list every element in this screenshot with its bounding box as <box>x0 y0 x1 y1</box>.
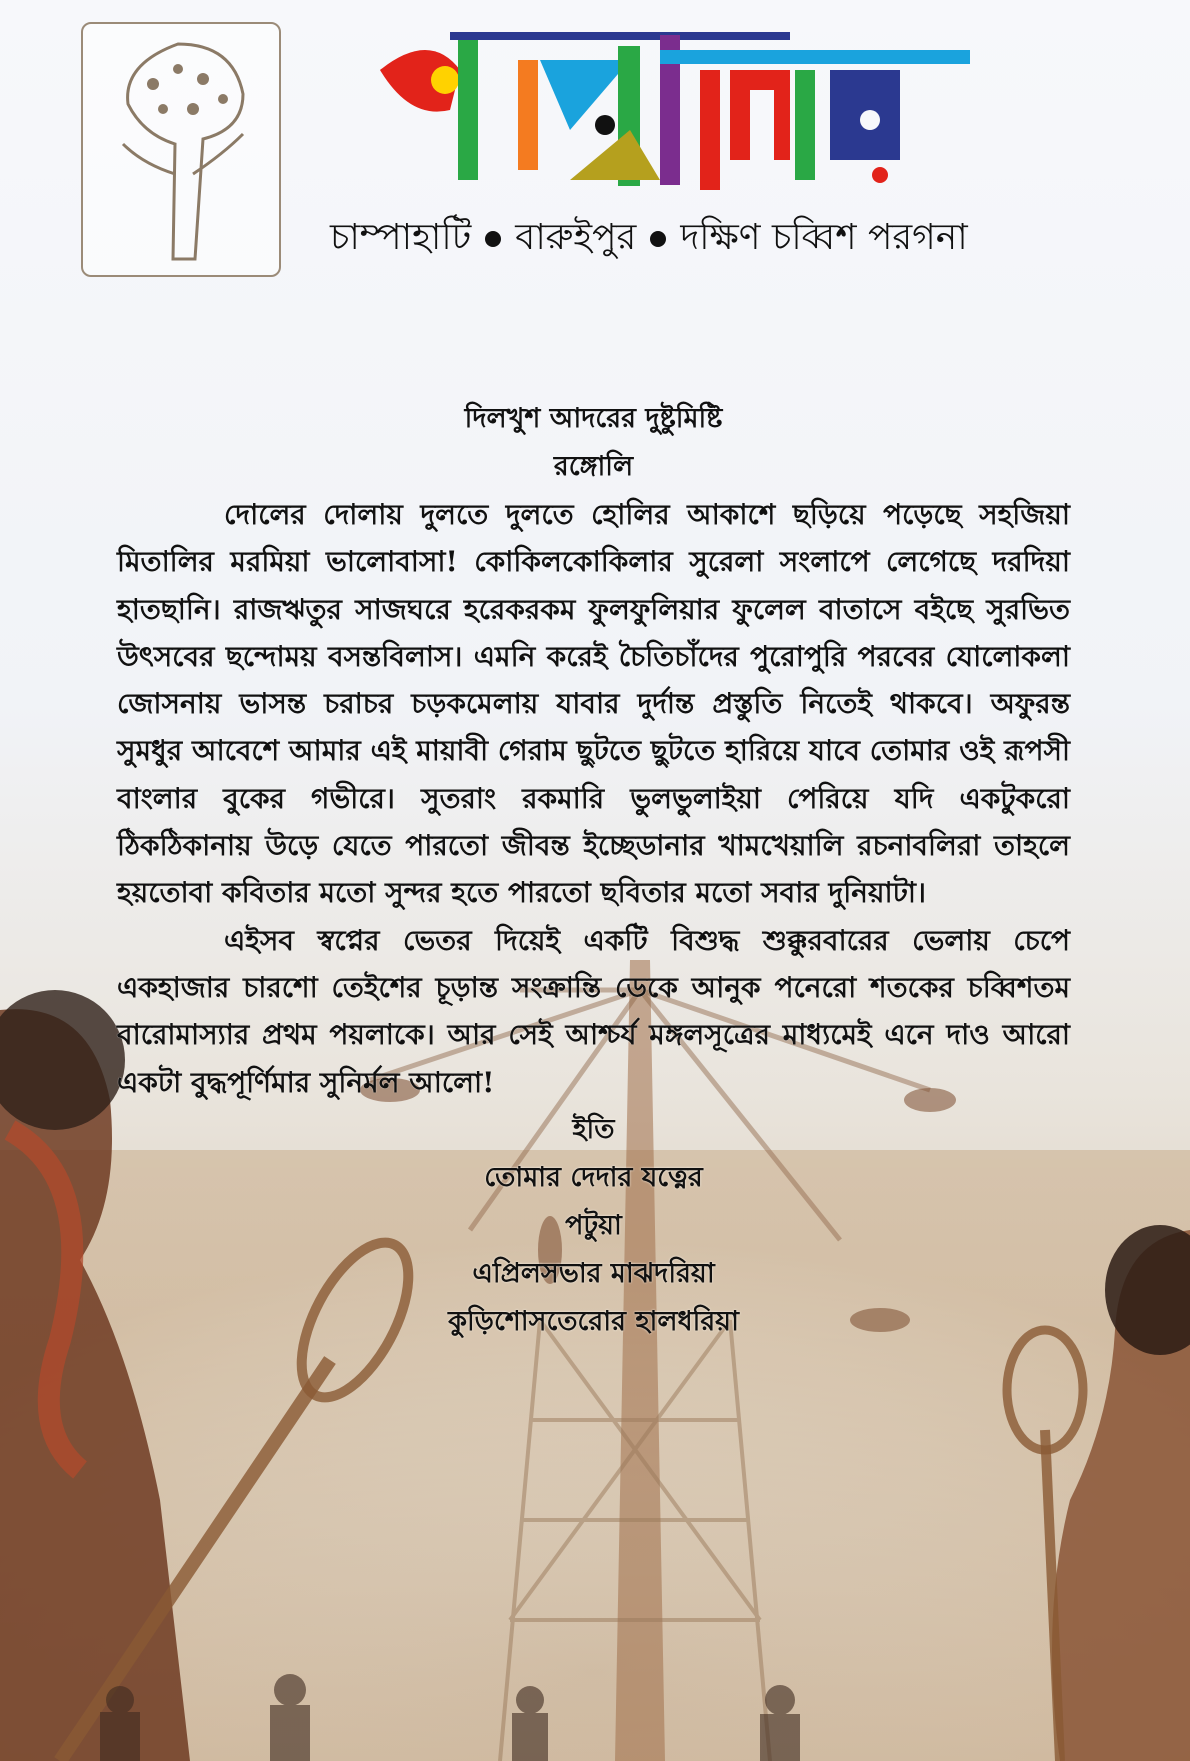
letter-signoff-line-4: কুড়িশোসতেরোর হালধরিয়া <box>448 1305 739 1337</box>
masthead-wordmark-icon <box>370 10 980 200</box>
letter-greeting: দিলখুশ আদরের দুষ্টুমিষ্টি <box>464 403 723 434</box>
bullet-separator <box>485 231 501 247</box>
tree-logo <box>81 22 281 277</box>
letter-signoff-line-1: তোমার দেদার যত্নের <box>484 1161 703 1193</box>
location-baruipur: বারুইপুর <box>515 217 637 258</box>
letter-paragraph-2: এইসব স্বপ্নের ভেতর দিয়েই একটি বিশুদ্ধ শুক্কুরবারের ভেলায় চেপে একহাজার চারশো তেইশের চূড়ান্ত সংক্রান্তি ডেকে আনুক পনেরো শতকের চব্বিশতম বারোমাস্যার প্রথম পয়লাকে। আর সেই আশ্চর্য মঙ্গলসূত্রের মাধ্যমেই এনে দাও আরো একটা বুদ্ধপূর্ণিমার সুনির্মল আলো! <box>117 923 1070 1099</box>
tree-logo-icon <box>83 24 283 279</box>
location-champahati: চাম্পাহাটি <box>330 217 472 258</box>
letter-signoff-line-2: পটুয়া <box>565 1209 622 1241</box>
masthead-logo <box>370 10 980 200</box>
letter-paragraph-1: দোলের দোলায় দুলতে দুলতে হোলির আকাশে ছড়িয়ে পড়েছে সহজিয়া মিতালির মরমিয়া ভালোবাসা! কোকিলকোকিলার সুরেলা সংলাপে লেগেছে দরদিয়া হাতছানি। রাজঋতুর সাজঘরে হরেকরকম ফুলফুলিয়ার ফুলেল বাতাসে বইছে সুরভিত উৎসবের ছন্দোময় বসন্তবিলাস। এমনি করেই চৈতিচাঁদের পুরোপুরি পরবের যোলোকলা জোসনায় ভাসন্ত চরাচর চড়কমেলায় যাবার দুর্দান্ত প্রস্তুতি নিতেই থাকবে। অফুরন্ত সুমধুর আবেশে আমার এই মায়াবী গেরাম ছুটতে ছুটতে হারিয়ে যাবে তোমার ওই রূপসী বাংলার বুকের গভীরে। সুতরাং রকমারি ভুলভুলাইয়া পেরিয়ে যদি একটুকরো ঠিকঠিকানায় উড়ে যেতে পারতো জীবন্ত ইচ্ছেডানার খামখেয়ালি রচনাবলিরা তাহলে হয়তোবা কবিতার মতো সুন্দর হতে পারতো ছবিতার মতো সবার দুনিয়াটা। <box>117 498 1070 910</box>
letter-addressee: রঙ্গোলি <box>553 451 634 482</box>
location-district: দক্ষিণ চব্বিশ পরগনা <box>680 217 968 258</box>
letter-body <box>117 395 1070 1346</box>
letter-signoff-line-3: এপ্রিলসভার মাঝদরিয়া <box>472 1257 715 1289</box>
letter-closing: ইতি <box>572 1113 615 1145</box>
bullet-separator <box>650 231 666 247</box>
location-subtitle <box>330 210 1150 266</box>
